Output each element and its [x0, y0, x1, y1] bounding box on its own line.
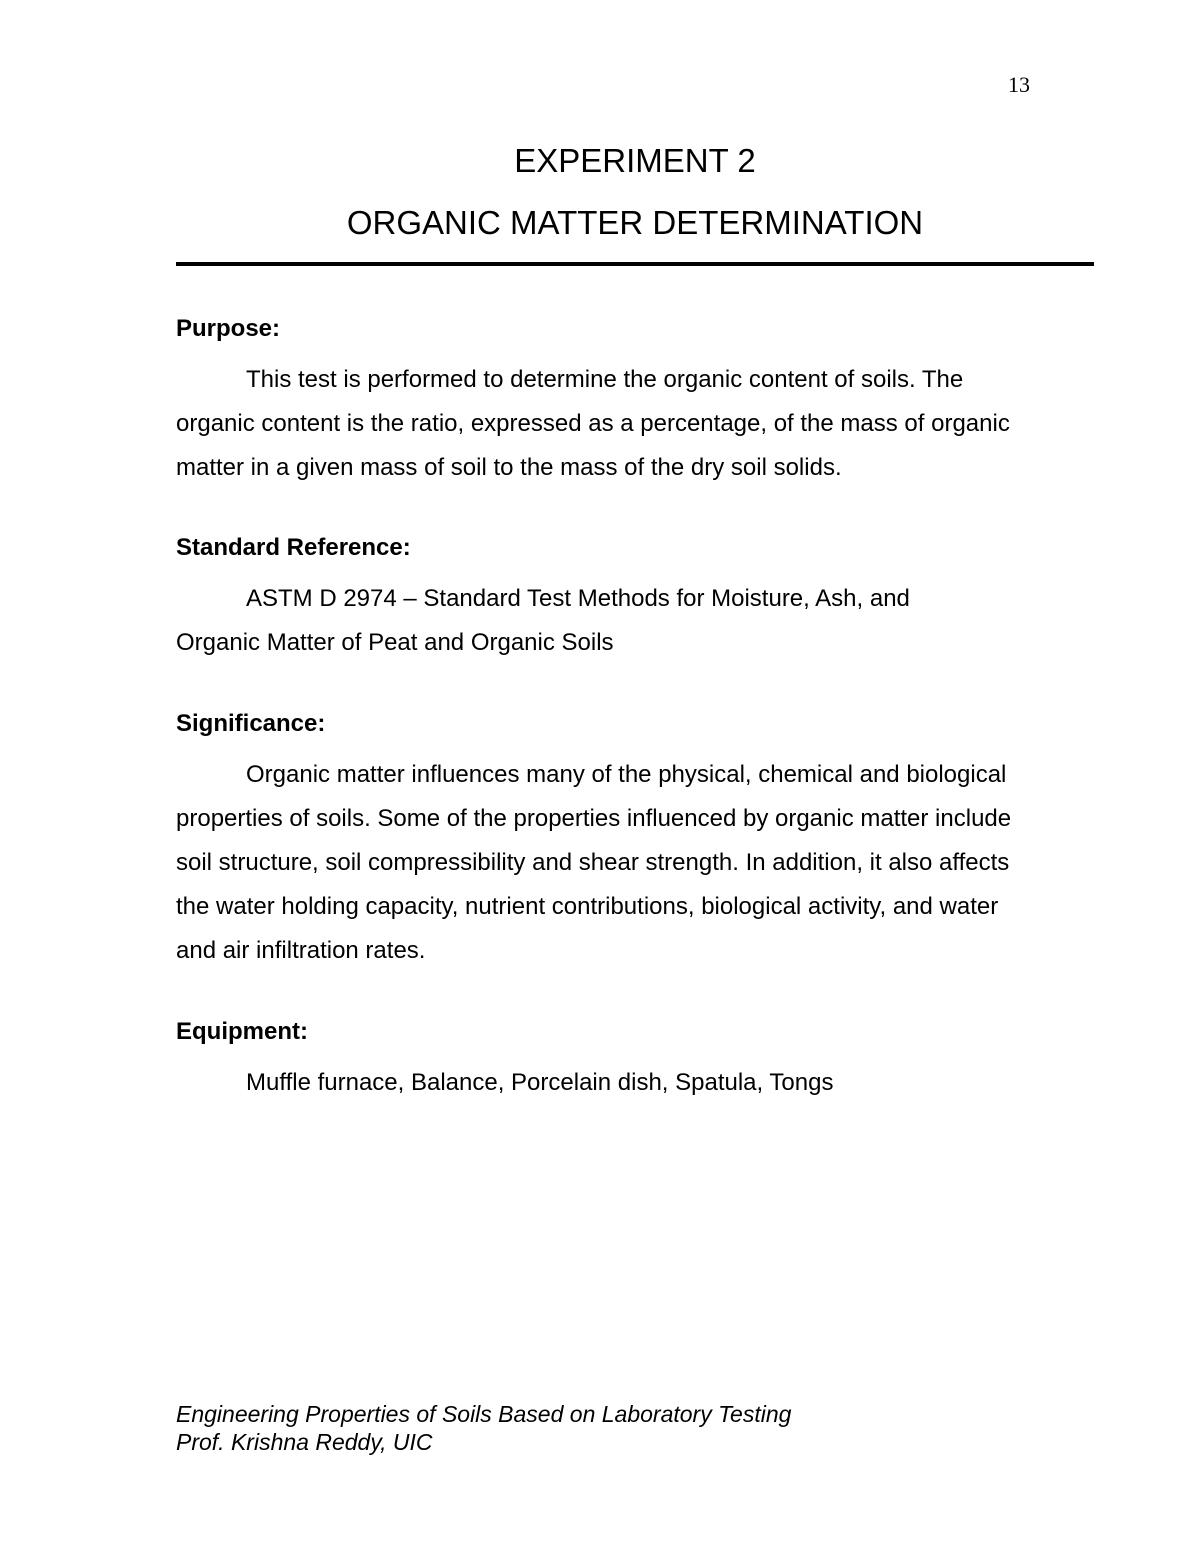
standard-reference-section — [176, 533, 1094, 665]
experiment-subtitle: ORGANIC MATTER DETERMINATION — [346, 204, 924, 241]
standard-reference-heading: Standard Reference: — [176, 534, 411, 561]
equipment-section — [176, 1017, 1094, 1105]
equipment-text: Muffle furnace, Balance, Porcelain dish, Spatula, Tongs — [246, 1069, 834, 1096]
purpose-heading: Purpose: — [176, 315, 281, 342]
page-footer — [176, 1400, 1094, 1456]
equipment-heading: Equipment: — [176, 1018, 308, 1045]
significance-section — [176, 709, 1094, 973]
experiment-title: EXPERIMENT 2 — [514, 142, 756, 179]
title-divider — [176, 262, 1094, 266]
purpose-section — [176, 314, 1094, 490]
page-number: 13 — [1008, 72, 1030, 97]
significance-heading: Significance: — [176, 710, 326, 737]
purpose-text: This test is performed to determine the organic content of soils. The organic content is the ratio, expressed as a percentage, of the mass of organic matter in a given mass of soil to the mass of the dry soil solids. — [176, 366, 1010, 481]
footer-book-title: Engineering Properties of Soils Based on Laboratory Testing — [176, 1401, 792, 1427]
standard-reference-text: ASTM D 2974 – Standard Test Methods for Moisture, Ash, and Organic Matter of Peat and Organic Soils — [176, 585, 910, 656]
significance-text: Organic matter influences many of the physical, chemical and biological properties of soils. Some of the properties influenced by organic matter include soil structure, soil compressibility and shear strength. In addition, it also affects the water holding capacity, nutrient contributions, biological activity, and water and air infiltration rates. — [176, 761, 1012, 964]
footer-author: Prof. Krishna Reddy, UIC — [176, 1429, 433, 1455]
